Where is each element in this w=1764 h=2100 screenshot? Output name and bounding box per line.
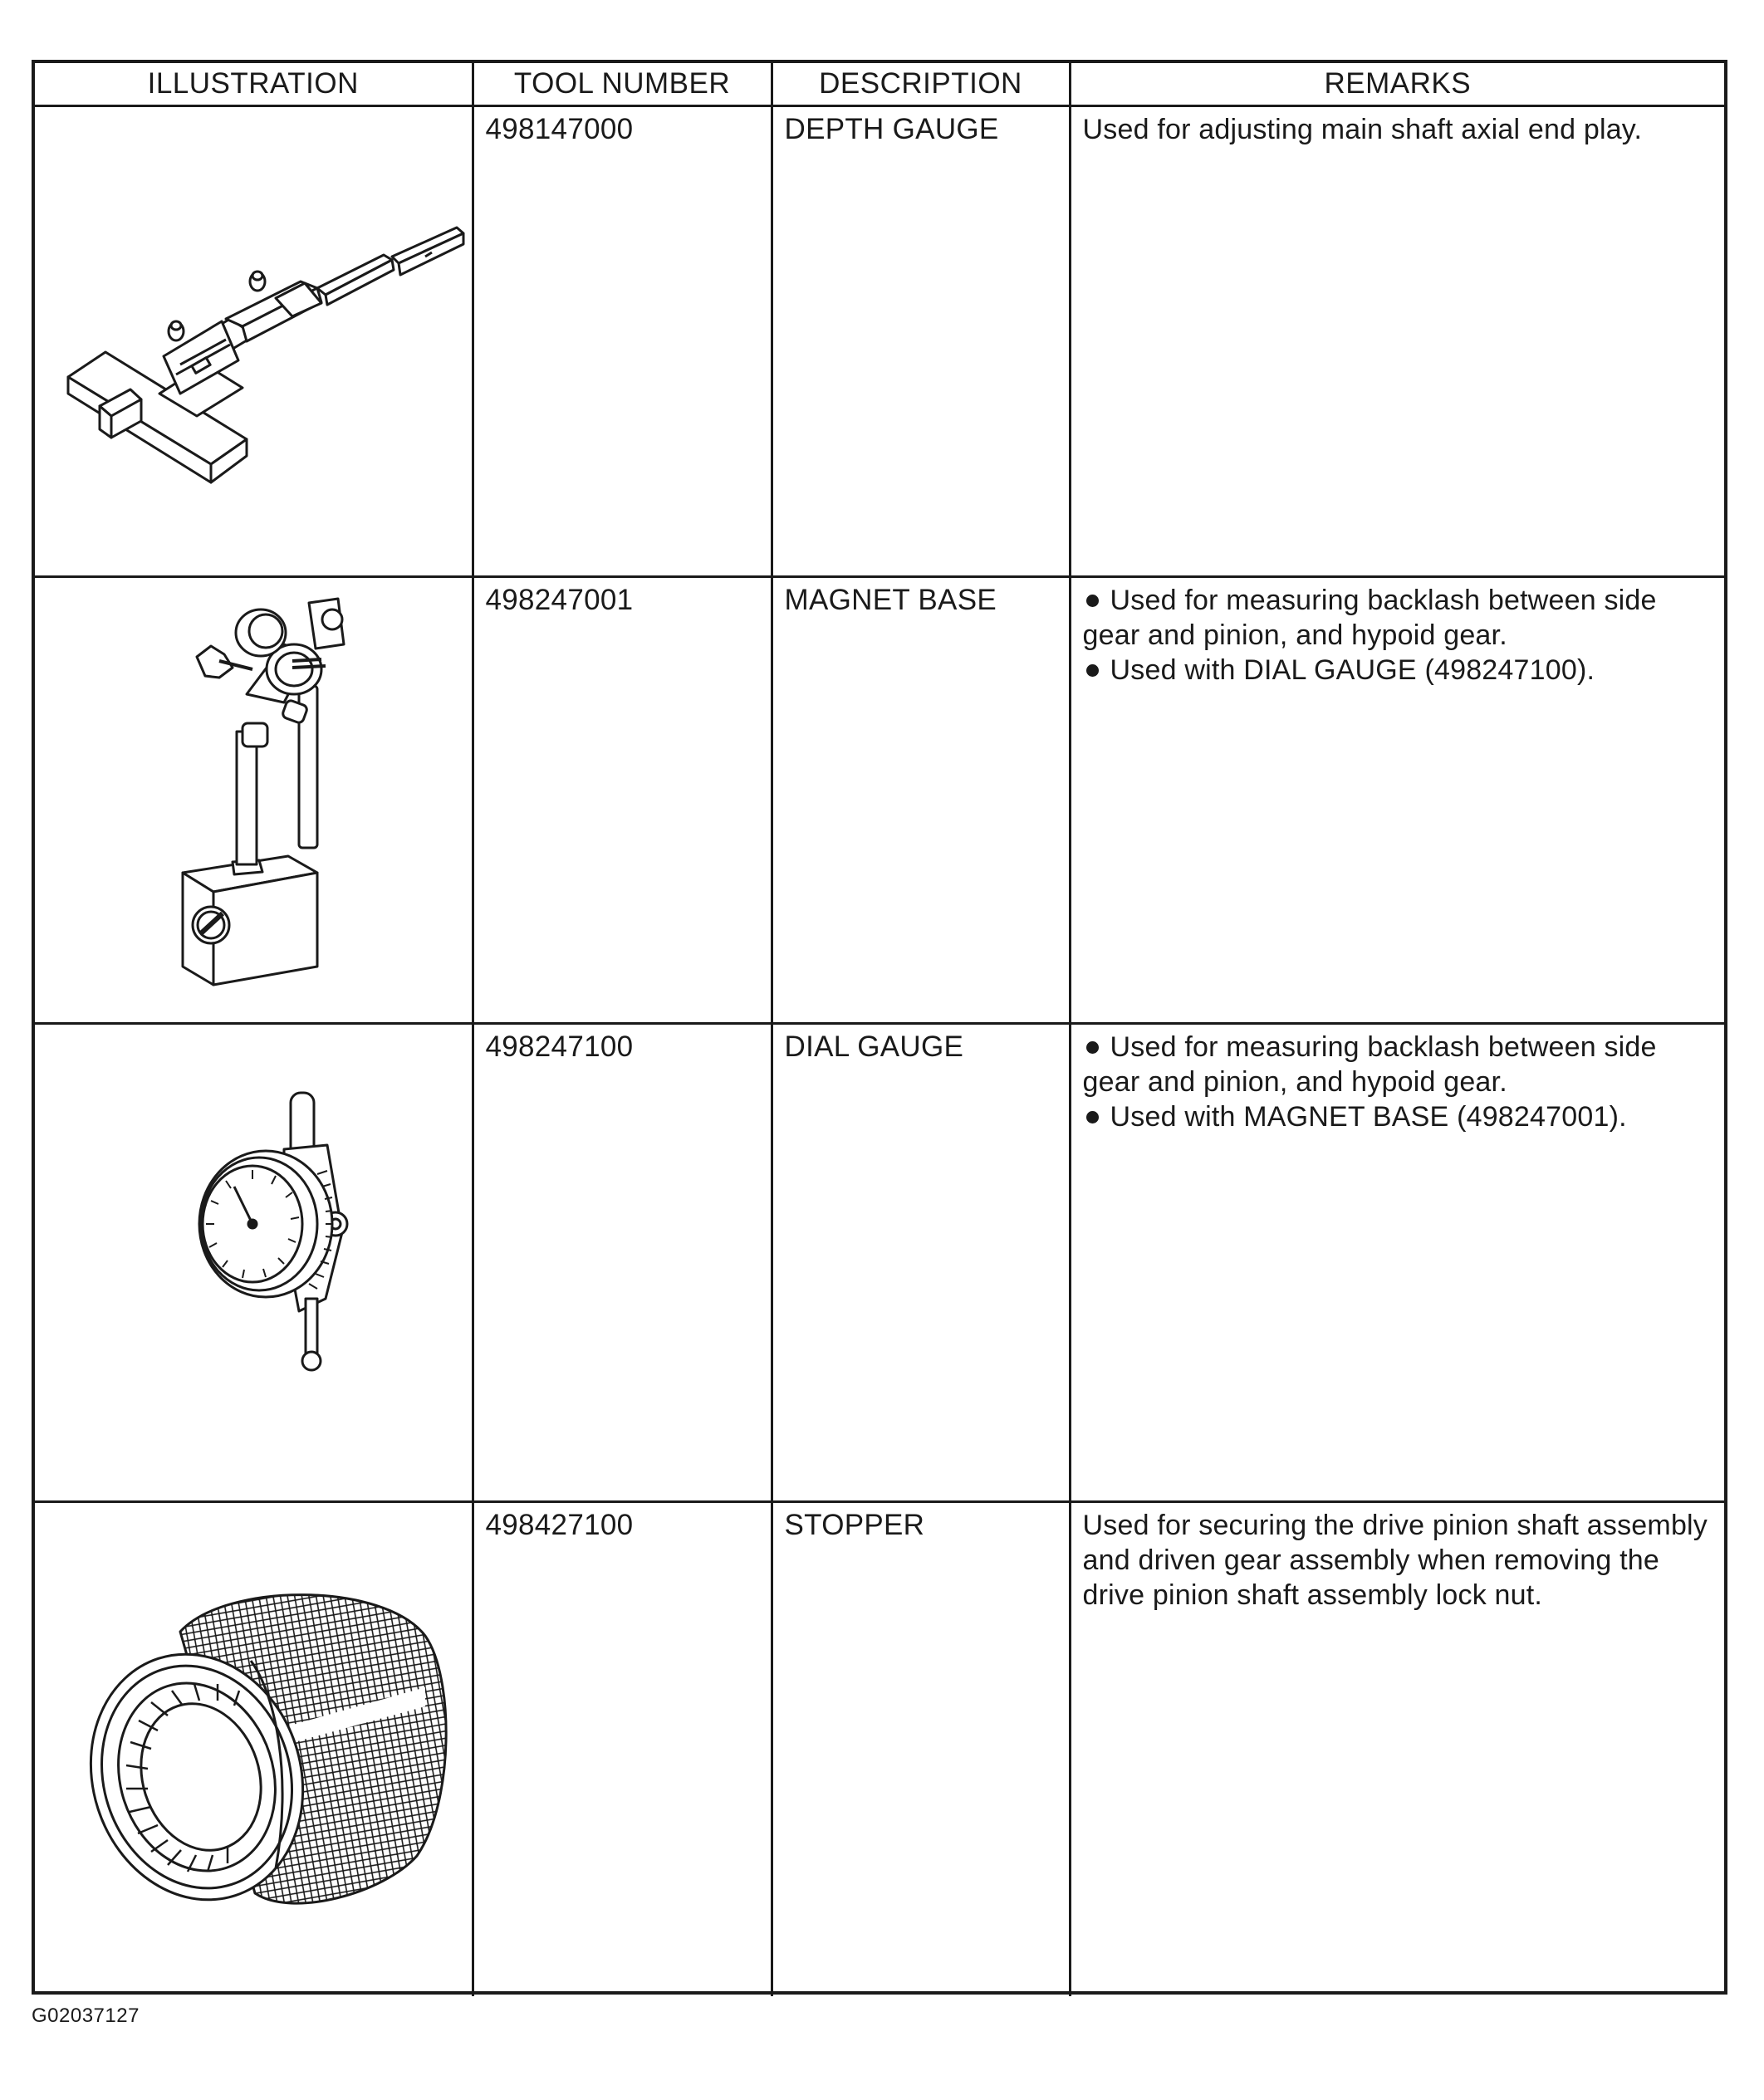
remarks-cell xyxy=(1070,1502,1724,1996)
remark-item xyxy=(1083,1030,1710,1099)
illustration-cell xyxy=(35,1024,473,1502)
figure-code: G02037127 xyxy=(32,2005,140,2027)
bullet-icon xyxy=(1086,595,1099,607)
remark-item xyxy=(1083,583,1710,653)
remarks-cell xyxy=(1070,577,1724,1024)
tool-number: 498247100 xyxy=(485,1030,634,1063)
tool-description: MAGNET BASE xyxy=(784,584,997,616)
remarks-cell xyxy=(1070,106,1724,577)
depth-gauge-icon xyxy=(35,107,473,572)
header-remarks: REMARKS xyxy=(1070,63,1724,106)
tool-description: DEPTH GAUGE xyxy=(784,113,999,145)
special-tools-table xyxy=(35,63,1724,1996)
bullet-icon xyxy=(1086,1111,1099,1123)
table-row xyxy=(35,1502,1724,1996)
remark-text: Used with MAGNET BASE (498247001). xyxy=(1110,1101,1627,1133)
table-row xyxy=(35,1024,1724,1502)
special-tools-table-frame xyxy=(32,60,1727,1995)
magnet-base-icon xyxy=(35,578,473,1018)
header-description: DESCRIPTION xyxy=(772,63,1070,106)
table-row xyxy=(35,106,1724,577)
bullet-icon xyxy=(1086,1041,1099,1054)
header-tool-number: TOOL NUMBER xyxy=(473,63,772,106)
bullet-icon xyxy=(1086,664,1099,677)
tool-description: STOPPER xyxy=(784,1509,925,1541)
tool-number-cell xyxy=(473,106,772,577)
stopper-icon xyxy=(35,1503,473,1993)
remark-text: Used for adjusting main shaft axial end play. xyxy=(1082,114,1643,145)
remarks-cell xyxy=(1070,1024,1724,1502)
description-cell xyxy=(772,1502,1070,1996)
remark-text: Used with DIAL GAUGE (498247100). xyxy=(1110,654,1595,686)
tool-number-cell xyxy=(473,1024,772,1502)
dial-gauge-icon xyxy=(35,1025,473,1498)
tool-description: DIAL GAUGE xyxy=(784,1030,964,1063)
illustration-cell xyxy=(35,1502,473,1996)
remark-text: Used for securing the drive pinion shaft assembly and driven gear assembly when removing the drive pinion shaft assembly lock nut. xyxy=(1082,1510,1708,1611)
table-row xyxy=(35,577,1724,1024)
tool-number: 498427100 xyxy=(485,1509,634,1541)
illustration-cell xyxy=(35,577,473,1024)
header-illustration: ILLUSTRATION xyxy=(35,63,473,106)
remark-item xyxy=(1083,653,1710,688)
description-cell xyxy=(772,1024,1070,1502)
remark-text: Used for measuring backlash between side gear and pinion, and hypoid gear. xyxy=(1082,1031,1657,1098)
tool-number: 498247001 xyxy=(485,584,634,616)
remark-text: Used for measuring backlash between side gear and pinion, and hypoid gear. xyxy=(1082,585,1657,651)
tool-number-cell xyxy=(473,577,772,1024)
remark-item xyxy=(1083,1099,1710,1134)
description-cell xyxy=(772,106,1070,577)
tool-number-cell xyxy=(473,1502,772,1996)
description-cell xyxy=(772,577,1070,1024)
table-header-row xyxy=(35,63,1724,106)
illustration-cell xyxy=(35,106,473,577)
tool-number: 498147000 xyxy=(485,113,634,145)
